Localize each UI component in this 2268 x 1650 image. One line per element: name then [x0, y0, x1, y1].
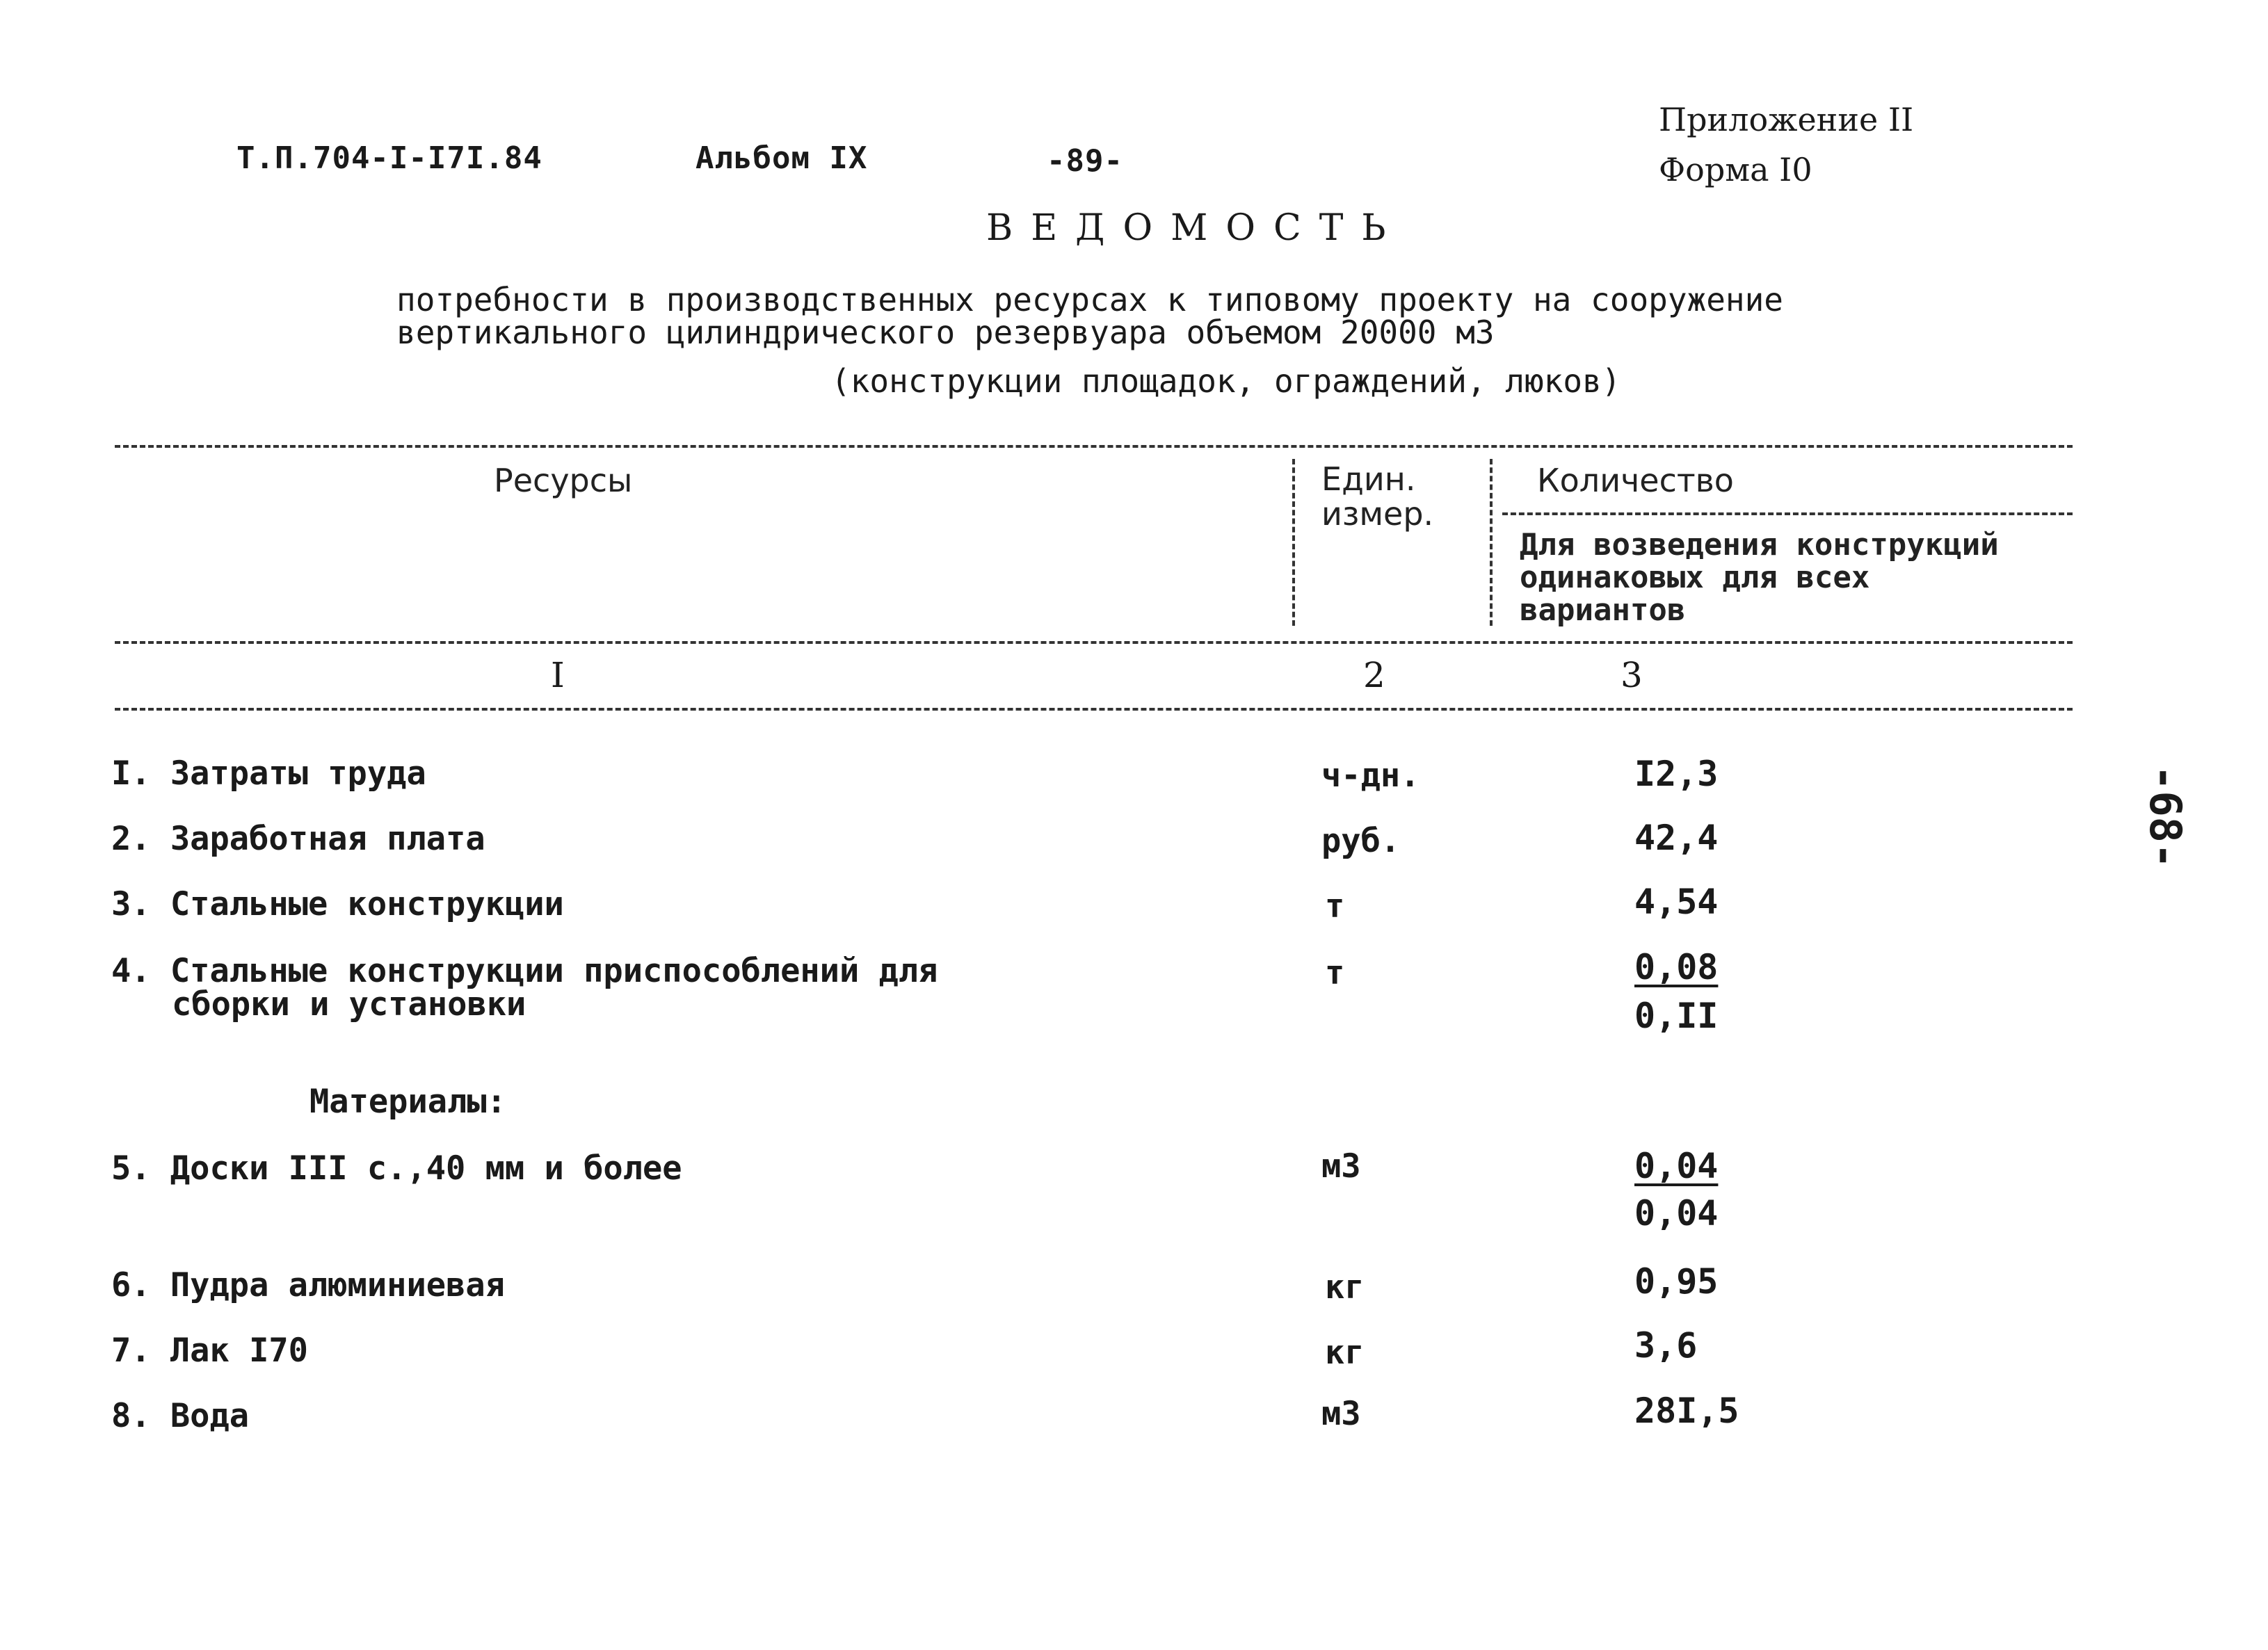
table-row-label: 5. Доски III с.,40 мм и более [111, 1149, 682, 1188]
table-row-label: 2. Заработная плата [111, 820, 485, 858]
table-row-unit: кг [1325, 1334, 1365, 1372]
quantity-subheader-line-1: Для возведения конструкций [1520, 527, 1999, 563]
table-row-quantity-top: 0,04 [1634, 1146, 1719, 1186]
table-row-label: 6. Пудра алюминиевая [111, 1266, 505, 1304]
table-row-quantity: 42,4 [1634, 818, 1719, 858]
column-divider-2 [1490, 459, 1493, 626]
unit-column-header-line-1: Един. [1321, 460, 1416, 498]
table-row-label: 3. Стальные конструкции [111, 885, 564, 923]
resources-column-header: Ресурсы [494, 462, 633, 499]
subtitle-line-1: потребности в производственных ресурсах к типовому проекту на сооружение [396, 281, 1783, 318]
table-row-quantity-bottom: 0,II [1634, 996, 1719, 1036]
table-row-quantity: 0,95 [1634, 1261, 1719, 1302]
table-row-unit: м3 [1321, 1147, 1361, 1186]
column-number-1: I [551, 655, 565, 695]
unit-column-header-line-2: измер. [1321, 495, 1434, 533]
document-code: Т.П.704-I-I7I.84 [236, 140, 542, 176]
table-row-unit: т [1325, 887, 1345, 925]
table-row-unit: м3 [1321, 1395, 1361, 1433]
table-row-label-line-2: сборки и установки [172, 985, 526, 1024]
table-row-label: 8. Вода [111, 1397, 250, 1435]
side-page-number: -68- [2140, 765, 2191, 869]
header-bottom-rule [115, 641, 2073, 644]
table-row-quantity: 3,6 [1634, 1325, 1698, 1366]
page-title: ВЕДОМОСТЬ [986, 207, 1404, 249]
table-row-label: 7. Лак I70 [111, 1332, 308, 1370]
column-number-3: 3 [1620, 655, 1643, 695]
column-divider-1 [1292, 459, 1295, 626]
subtitle-line-2: вертикального цилиндрического резервуара объемом 20000 м3 [396, 314, 1495, 351]
table-row-unit: кг [1325, 1268, 1365, 1307]
page-number: -89- [1047, 143, 1123, 179]
table-row-quantity: 4,54 [1634, 882, 1719, 922]
column-numbers-rule [115, 708, 2073, 711]
table-row-unit: ч-дн. [1321, 757, 1420, 795]
appendix-label: Приложение II [1659, 101, 1914, 138]
quantity-subheader-line-3: вариантов [1520, 592, 1686, 628]
form-label: Форма I0 [1659, 151, 1812, 188]
quantity-column-header: Количество [1537, 462, 1734, 499]
table-top-rule [115, 445, 2073, 448]
column-number-2: 2 [1363, 655, 1385, 695]
table-row-label-line-1: 4. Стальные конструкции приспособлений для [111, 952, 938, 990]
album-label: Альбом IX [695, 140, 868, 176]
table-row-quantity: I2,3 [1634, 754, 1719, 794]
table-row-quantity: 28I,5 [1634, 1391, 1739, 1431]
table-row-unit: т [1325, 954, 1345, 992]
subtitle-line-3: (конструкции площадок, ограждений, люков) [831, 362, 1621, 400]
table-row-quantity-bottom: 0,04 [1634, 1193, 1719, 1234]
quantity-header-rule [1502, 512, 2073, 515]
table-row-label: I. Затраты труда [111, 754, 426, 793]
table-row-quantity-top: 0,08 [1634, 947, 1719, 987]
table-row-unit: руб. [1321, 822, 1401, 860]
materials-heading: Материалы: [309, 1083, 506, 1121]
quantity-subheader-line-2: одинаковых для всех [1520, 560, 1870, 595]
